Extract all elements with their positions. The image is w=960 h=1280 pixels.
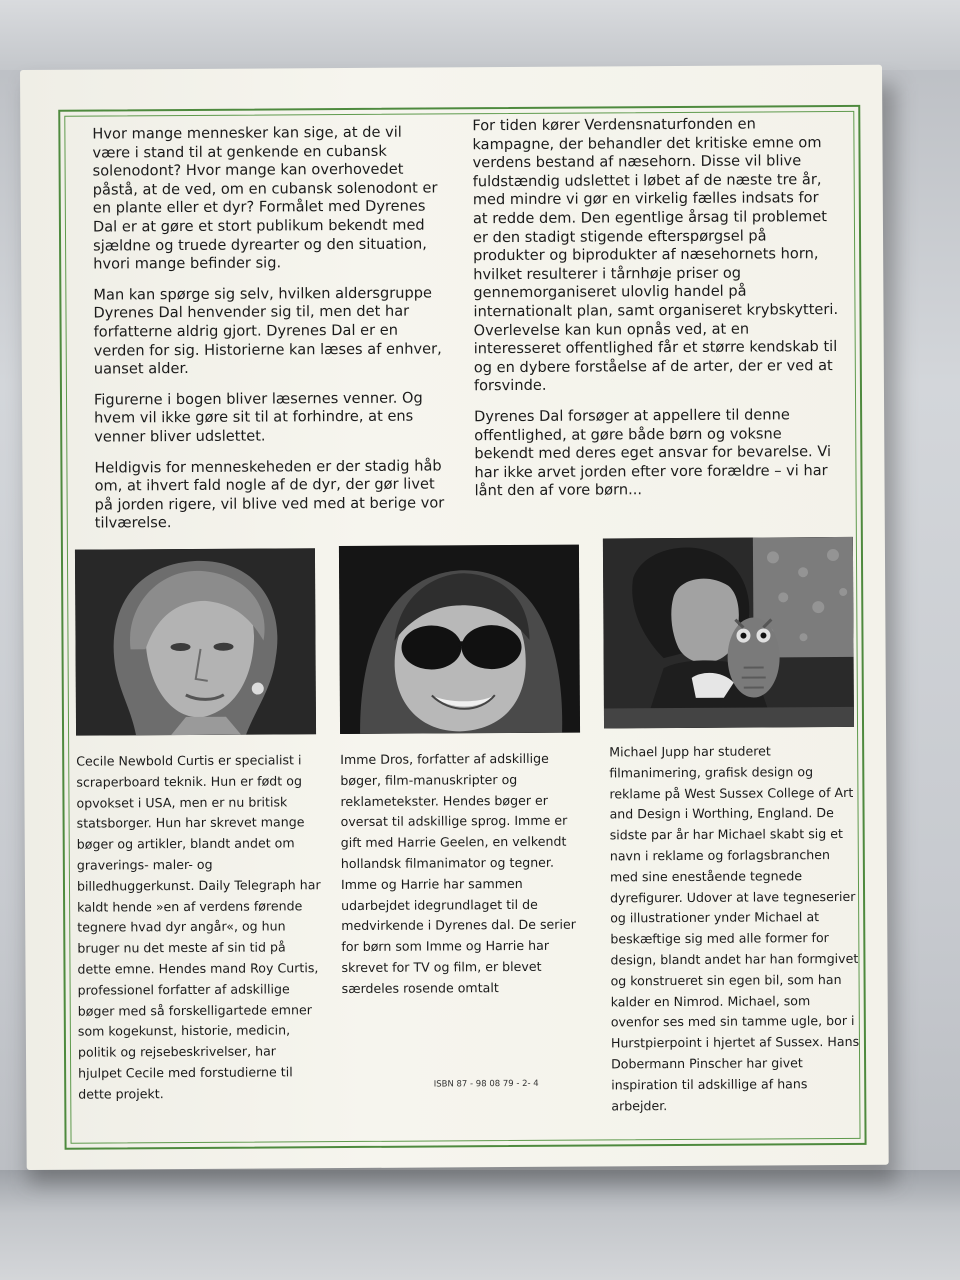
bio-cecile-newbold-curtis: Cecile Newbold Curtis er specialist i scraperboard teknik. Hun er født og opvokset i USA, men er nu britisk statsborger. Hun har skrevet mange bøger og artikler, blandt andet om graverings- maler- og billedhuggerkunst. Daily Telegraph har kaldt hende »en af verdens førende tegnere hvad dyr angår«, og hun bruger nu det meste af sin tid på dette emne. Hendes mand Roy Curtis, professionel forfatter af adskillige bøger med så forskelligartede emner som kogekunst, historie, medicin, politik og rejsebeskrivelser, har hjulpet Cecile med forstudierne til dette projekt. (76, 752, 321, 1102)
bio-michael-jupp: Michael Jupp har studeret filmanimering, grafisk design og reklame på West Sussex College of Art and Design i Worthing, England. De sidste par år har Michael skabt sig et navn i reklame og forlagsbranchen med sine enestående tegnede dyrefigurer. Udover at lave tegneserier og illustrationer ynder Michael at beskæftige sig med alle former for design, blandt andet har han formgivet og konstrueret sin egen bil, som han kalder en Nimrod. Michael, som ovenfor ses med sin tamme ugle, bor i Hurstpierpoint i hjertet af Sussex. Hans Dobermann Pinscher har givet inspiration til adskillige af hans arbejder. (609, 743, 860, 1113)
right-paragraph-2: Dyrenes Dal forsøger at appellere til denne offentlighed, at gøre både børn og voksne bekendt med deres eget ansvar for bevarelse. Vi har ikke arvet jorden efter vore forældre – vi har lånt den af vore børn... (474, 406, 832, 500)
right-text-column (472, 115, 839, 513)
author-portrait-imme (339, 545, 580, 734)
isbn-number: ISBN 87 - 98 08 79 - 2- 4 (433, 1078, 539, 1090)
left-paragraph-4: Heldigvis for menneskeheden er der stadig håb om, at ihvert fald nogle af de dyr, der gør livet på jorden rigere, vil blive ved med at berige vor tilværelse. (94, 456, 445, 532)
left-text-column (92, 123, 445, 545)
background-surface-bottom (0, 1170, 960, 1280)
background-surface-top (0, 0, 960, 70)
bio-imme-dros: Imme Dros, forfatter af adskillige bøger, film-manuskripter og reklametekster. Hendes bøger er oversat til adskillige sprog. Imme er gift med Harrie Geelen, en velkendt hollandsk filmanimator og tegner. Imme og Harrie har sammen udarbejdet idegrundlaget til de medvirkende i Dyrenes dal. De serier for børn som Imme og Harrie har skrevet for TV og film, er blevet særdeles rosende omtalt (340, 750, 576, 996)
author-portrait-michael-with-owl (603, 537, 854, 729)
left-paragraph-3: Figurerne i bogen bliver læsernes venner. Og hvem vil ikke gøre sit til at forhindre, at ens venner bliver udslettet. (93, 389, 423, 446)
author-portrait-cecile (75, 548, 316, 735)
right-paragraph-1: For tiden kører Verdensnaturfonden en kampagne, der behandler det kritiske emne om verdens bestand af næsehorn. Disse vil blive fuldstændig udslettet i løbet af de næste tre år, med mindre vi gør en virkelig fælles indsats for at redde dem. Den egentlige årsag til problemet er den stadigt stigende efterspørgsel på produkter og biprodukter af næsehornets horn, hvilket resulterer i tårnhøje priser og gennemorganiseret ulovlig handel på internationalt plan, samt organiseret krybskytteri. Overlevelse kan kun opnås ved, at en interesseret offentlighed får et større kendskab til og en dybere forståelse af de arter, der er ved at forsvinde. (472, 115, 839, 395)
book-back-cover (20, 65, 889, 1170)
left-paragraph-1: Hvor mange mennesker kan sige, at de vil være i stand til at genkende en cubansk solenodont? Hvor mange kan overhovedet påstå, at de ved, om en cubansk solenodont er en plante eller et dyr? Formålet med Dyrenes Dal er at gøre et stort publikum bekendt med sjældne og truede dyrearter og den situation, hvori mange befinder sig. (92, 123, 438, 273)
left-paragraph-2: Man kan spørge sig selv, hvilken aldersgruppe Dyrenes Dal henvender sig til, men det har forfatterne aldrig gjort. Dyrenes Dal er en verden for sig. Historierne kan læses af enhver, uanset alder. (93, 284, 442, 378)
